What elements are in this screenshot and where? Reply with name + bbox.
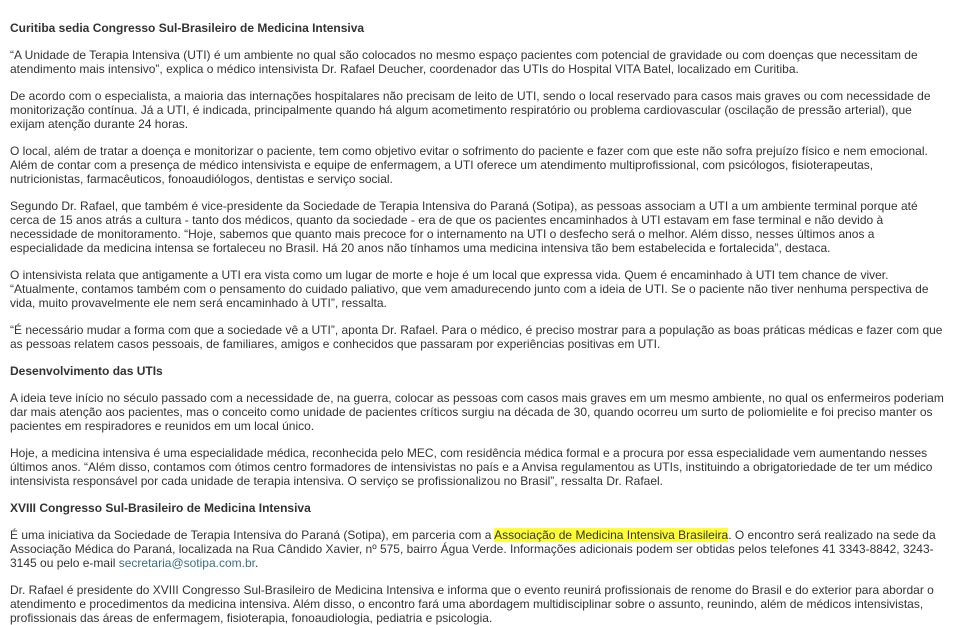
paragraph-9-text-middle: . O encontro será realizado na sede da Associação Médica do Paraná, localizada na Rua Cândido Xavier, nº 575, bairro Água Verde. Informações adicionais podem ser obtidas pelos telefones 41 3343-8842, 3243-3145 ou pelo e-mail xyxy=(10,528,936,570)
paragraph-9 xyxy=(10,528,948,570)
paragraph-8: Hoje, a medicina intensiva é uma especialidade médica, reconhecida pelo MEC, com residência médica formal e a procura por essa especialidade vem aumentando nesses últimos anos. “Além disso, contamos com ótimos centro formadores de intensivistas no país e a Anvisa regulamentou as UTIs, instituindo a obrigatoriedade de ter um médico intensivista responsável por cada unidade de terapia intensiva. O serviço se profissionalizou no Brasil”, ressalta Dr. Rafael. xyxy=(10,446,933,488)
email-link[interactable]: secretaria@sotipa.com.br xyxy=(118,556,255,570)
paragraph-10: Dr. Rafael é presidente do XVIII Congresso Sul-Brasileiro de Medicina Intensiva e informa que o evento reunirá profissionais de renome do Brasil e do exterior para abordar o atendimento e procedimentos da medicina intensiva. Além disso, o encontro fará uma abordagem multidisciplinar sobre o assunto, reunindo, além de médicos intensivistas, profissionais das áreas de enfermagem, fisioterapia, fonoaudiologia, pediatria e psicologia. xyxy=(10,583,934,625)
paragraph-1: “A Unidade de Terapia Intensiva (UTI) é um ambiente no qual são colocados no mesmo espaço pacientes com potencial de gravidade ou com doenças que necessitam de atendimento mais intensivo”, explica o médico intensivista Dr. Rafael Deucher, coordenador das UTIs do Hospital VITA Batel, localizado em Curitiba. xyxy=(10,48,918,76)
section-heading-congress: XVIII Congresso Sul-Brasileiro de Medicina Intensiva xyxy=(10,501,311,515)
paragraph-9-text-end: . xyxy=(255,556,259,570)
paragraph-7: A ideia teve início no século passado com a necessidade de, na guerra, colocar as pessoas com casos mais graves em um mesmo ambiente, no qual os enfermeiros poderiam dar mais atenção aos pacientes, mas o conceito como unidade de pacientes críticos surgiu na década de 30, quando ocorreu um surto de poliomielite e foi preciso manter os pacientes em respiradores e reunidos em um local único. xyxy=(10,391,944,433)
article-title: Curitiba sedia Congresso Sul-Brasileiro de Medicina Intensiva xyxy=(10,21,365,35)
paragraph-4: Segundo Dr. Rafael, que também é vice-presidente da Sociedade de Terapia Intensiva do Paraná (Sotipa), as pessoas associam a UTI a um ambiente terminal porque até cerca de 15 anos atrás a cultura - tanto dos médicos, quanto da sociedade - era de que os pacientes encaminhados à UTI estavam em fase terminal e não devido à necessidade de monitoramento. “Hoje, sabemos que quanto mais precoce for o internamento na UTI o desfecho será o melhor. Além disso, nesses últimos anos a especialidade da medicina intensa se fortaleceu no Brasil. Há 20 anos não tínhamos uma medicina intensiva tão bem estabelecida e fortalecida”, destaca. xyxy=(10,199,918,255)
section-heading-development: Desenvolvimento das UTIs xyxy=(10,364,163,378)
paragraph-3: O local, além de tratar a doença e monitorizar o paciente, tem como objetivo evitar o sofrimento do paciente e fazer com que este não sofra prejuízo físico e nem emocional. Além de contar com a presença de médico intensivista e equipe de enfermagem, a UTI oferece um atendimento multiprofissional, com psicólogos, fisioterapeutas, nutricionistas, farmacêuticos, fonoaudiólogos, dentistas e serviço social. xyxy=(10,144,928,186)
paragraph-9-text-start: É uma iniciativa da Sociedade de Terapia Intensiva do Paraná (Sotipa), em parceria com a xyxy=(10,528,495,542)
paragraph-2: De acordo com o especialista, a maioria das internações hospitalares não precisam de leito de UTI, sendo o local reservado para casos mais graves ou com necessidade de monitorização contínua. Já a UTI, é indicada, principalmente quando há algum acometimento respiratório ou problema cardiovascular (oscilação de pressão arterial), que exijam atenção durante 24 horas. xyxy=(10,89,931,131)
paragraph-5: O intensivista relata que antigamente a UTI era vista como um lugar de morte e hoje é um local que expressa vida. Quem é encaminhado à UTI tem chance de viver. “Atualmente, contamos também com o pensamento do cuidado paliativo, que vem amadurecendo junto com a ideia de UTI. Se o paciente não tiver nenhuma perspectiva de vida, muito provavelmente ele nem será encaminhado à UTI”, ressalta. xyxy=(10,268,929,310)
paragraph-6: “É necessário mudar a forma com que a sociedade vê a UTI”, aponta Dr. Rafael. Para o médico, é preciso mostrar para a população as boas práticas médicas e fazer com que as pessoas relatem casos pessoais, de familiares, amigos e conhecidos que passaram por experiências positivas em UTI. xyxy=(10,323,943,351)
highlighted-association-name: Associação de Medicina Intensiva Brasileira xyxy=(494,528,729,542)
